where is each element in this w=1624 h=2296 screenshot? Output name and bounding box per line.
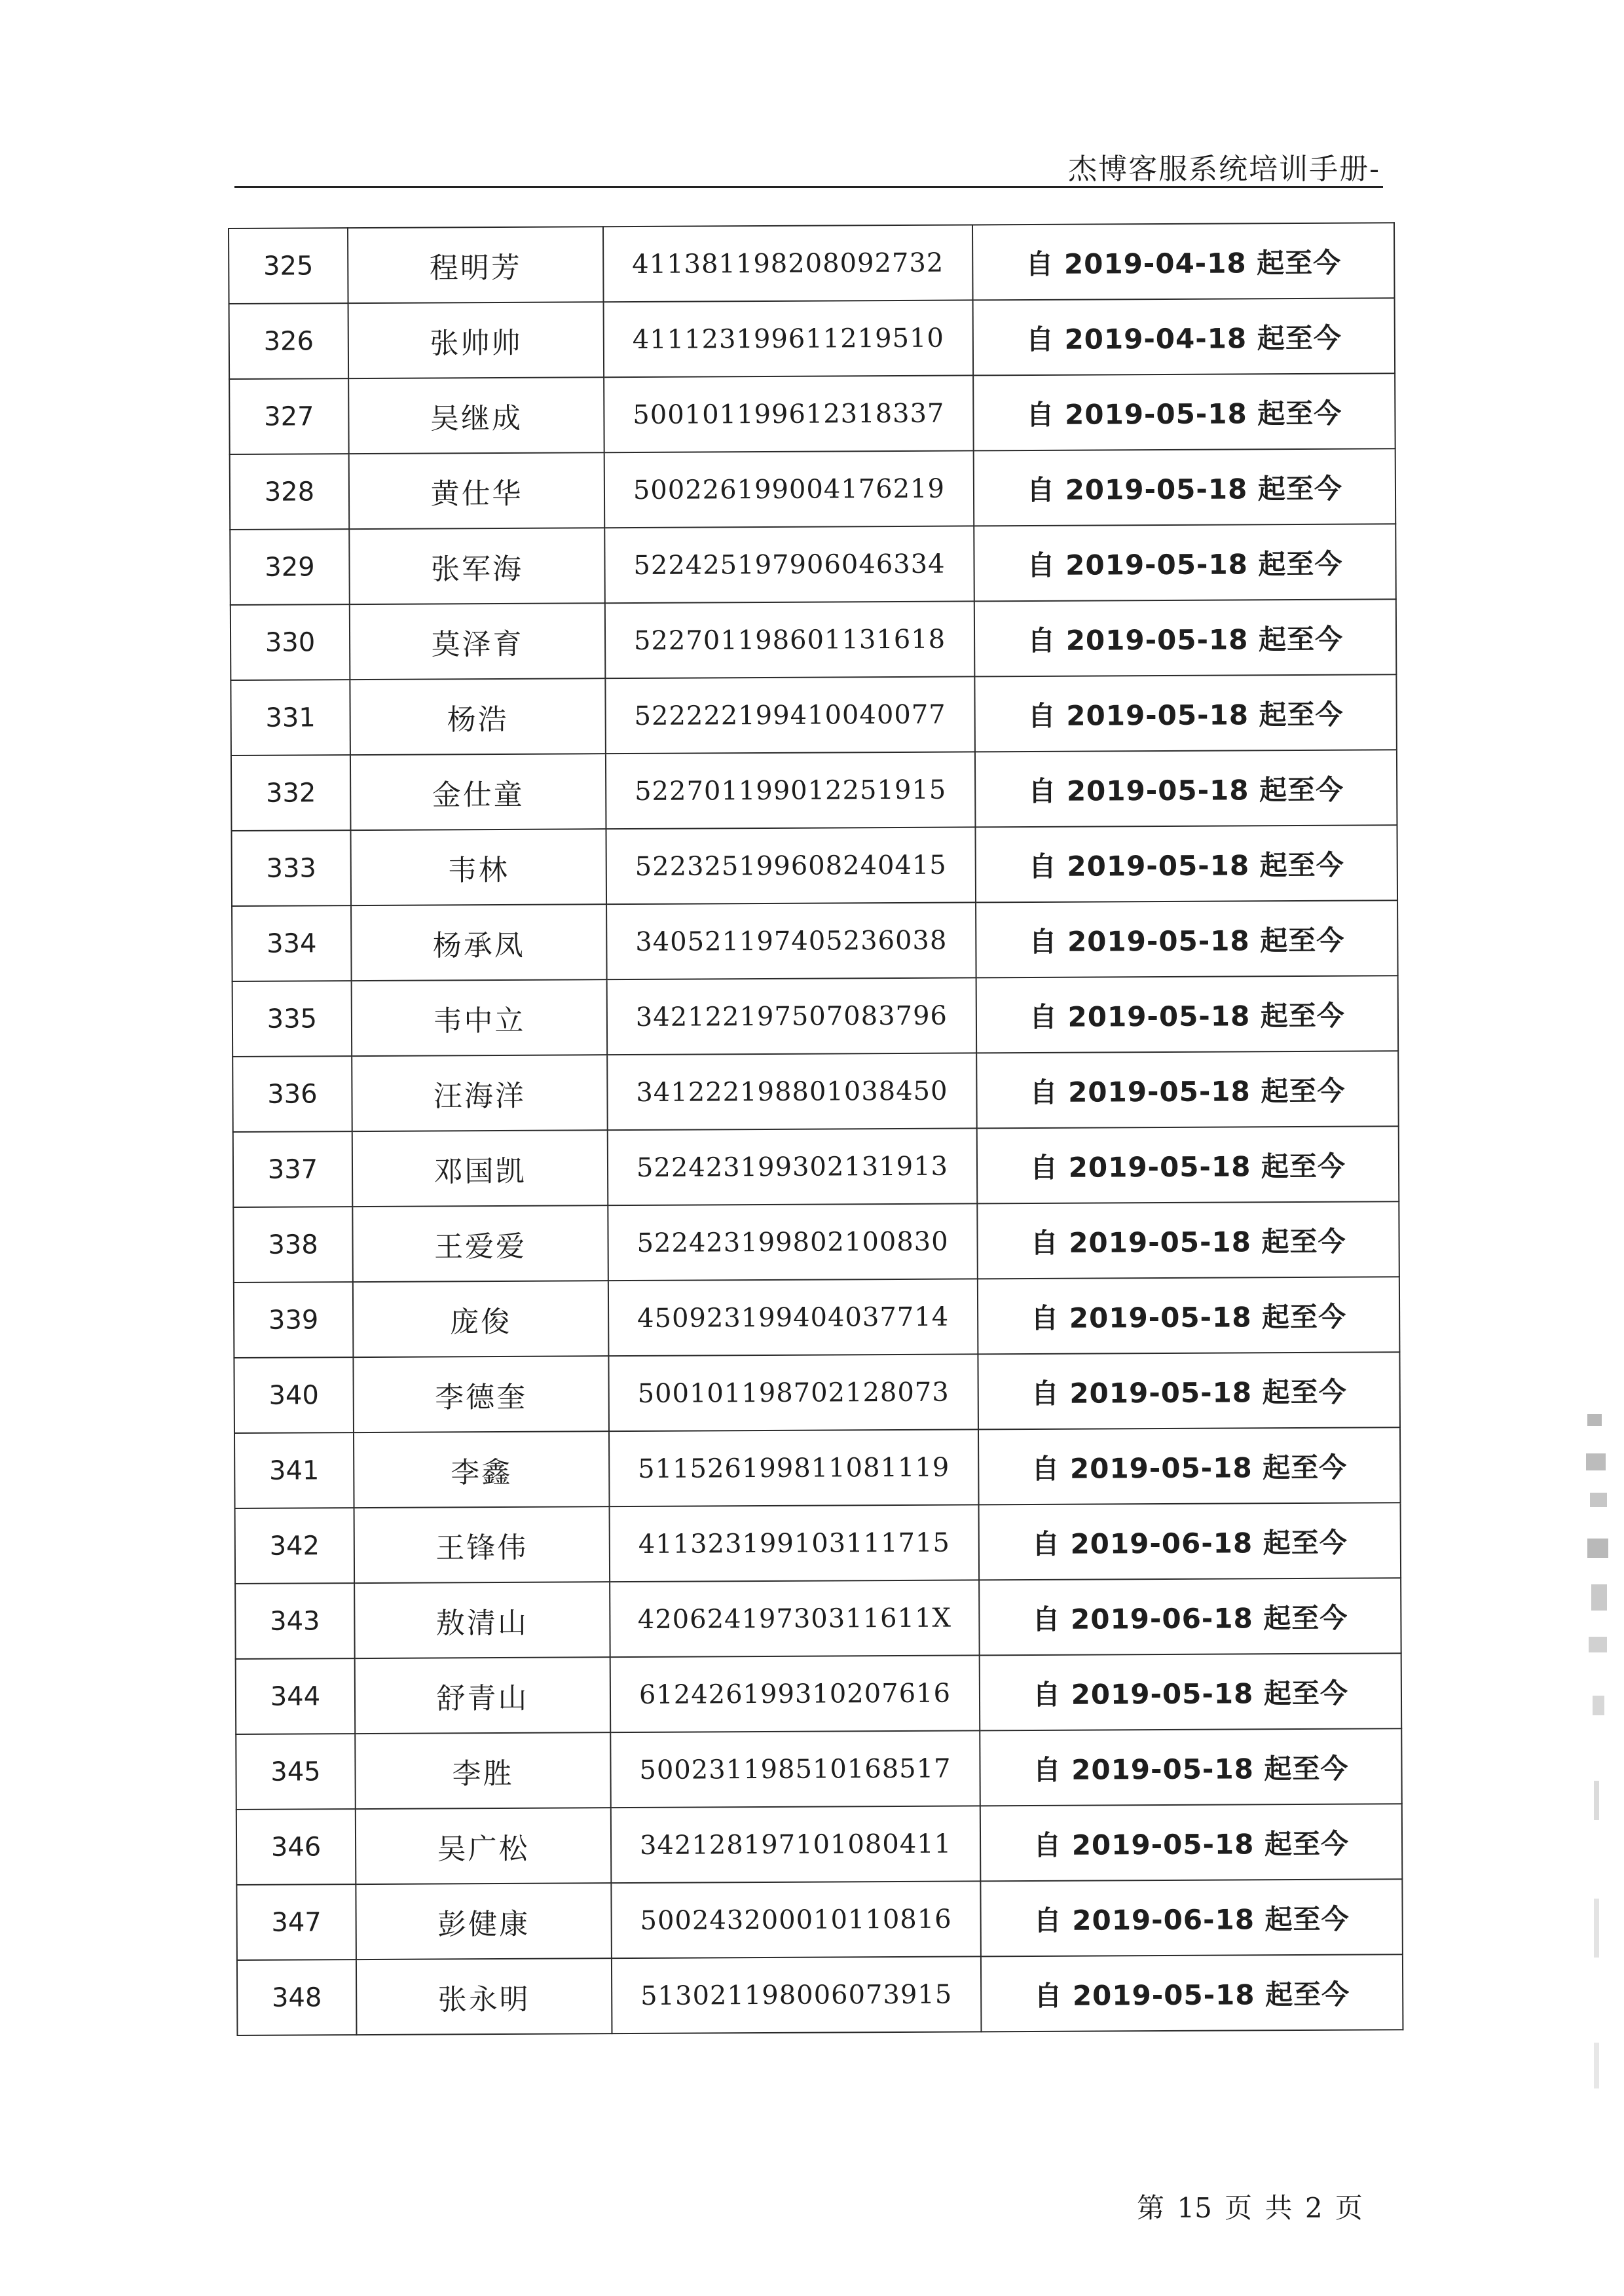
row-name: 庞俊 — [353, 1281, 609, 1357]
row-period: 自 2019-05-18 起至今 — [978, 1352, 1400, 1429]
row-name: 李鑫 — [354, 1431, 610, 1508]
row-period: 自 2019-05-18 起至今 — [980, 1804, 1403, 1881]
table-row — [236, 1728, 1402, 1810]
row-number: 340 — [234, 1357, 354, 1433]
table-body — [229, 223, 1403, 2035]
row-period: 自 2019-05-18 起至今 — [978, 1427, 1401, 1504]
table-row — [236, 1804, 1403, 1885]
row-period: 自 2019-05-18 起至今 — [977, 1126, 1399, 1203]
row-number: 326 — [229, 303, 349, 379]
row-period: 自 2019-05-18 起至今 — [974, 599, 1397, 676]
row-name: 金仕童 — [350, 754, 606, 830]
row-period: 自 2019-05-18 起至今 — [978, 1277, 1400, 1354]
row-period: 自 2019-05-18 起至今 — [980, 1653, 1402, 1730]
row-name: 张军海 — [349, 528, 605, 604]
row-name: 邓国凯 — [352, 1130, 608, 1207]
footer-page-number: 第 15 页 共 2 页 — [1137, 2192, 1363, 2224]
row-name: 王锋伟 — [354, 1506, 610, 1583]
row-name: 李德奎 — [353, 1356, 609, 1432]
table-row — [237, 1954, 1403, 2035]
row-name: 张永明 — [356, 1958, 612, 2035]
row-period: 自 2019-04-18 起至今 — [973, 298, 1395, 375]
table-row — [232, 825, 1398, 906]
row-id-number: 612426199310207616 — [610, 1655, 980, 1732]
row-period: 自 2019-04-18 起至今 — [972, 223, 1395, 300]
row-period: 自 2019-05-18 起至今 — [976, 975, 1399, 1053]
row-id-number: 340521197405236038 — [606, 902, 976, 979]
row-id-number: 411123199611219510 — [604, 300, 974, 377]
row-id-number: 522701198601131618 — [605, 601, 975, 678]
row-period: 自 2019-05-18 起至今 — [974, 524, 1396, 601]
row-id-number: 500226199004176219 — [604, 450, 974, 528]
row-id-number: 522701199012251915 — [606, 752, 976, 829]
row-id-number: 500101199612318337 — [604, 375, 974, 452]
row-number: 348 — [237, 1959, 357, 2035]
row-number: 331 — [231, 680, 350, 756]
row-id-number: 513021198006073915 — [612, 1956, 982, 2033]
row-period: 自 2019-05-18 起至今 — [975, 750, 1397, 827]
row-name: 吴广松 — [356, 1808, 612, 1884]
row-id-number: 450923199404037714 — [608, 1279, 978, 1356]
row-id-number: 522423199302131913 — [608, 1128, 978, 1205]
table-row — [229, 298, 1395, 379]
table-row — [235, 1503, 1401, 1584]
table-row — [231, 674, 1397, 756]
row-period: 自 2019-05-18 起至今 — [981, 1954, 1403, 2032]
row-id-number: 341222198801038450 — [607, 1053, 977, 1130]
row-period: 自 2019-05-18 起至今 — [980, 1728, 1402, 1806]
row-number: 339 — [234, 1282, 354, 1358]
row-name: 杨承凤 — [351, 904, 607, 981]
header-rule — [234, 186, 1383, 188]
row-number: 333 — [232, 830, 352, 906]
table-row — [232, 900, 1398, 981]
row-id-number: 522222199410040077 — [605, 676, 975, 754]
row-period: 自 2019-05-18 起至今 — [974, 448, 1396, 526]
header-title: 杰博客服系统培训手册- — [1068, 153, 1380, 186]
row-period: 自 2019-05-18 起至今 — [973, 373, 1395, 450]
table-row — [232, 975, 1399, 1057]
row-number: 338 — [233, 1207, 353, 1283]
row-period: 自 2019-05-18 起至今 — [974, 674, 1397, 752]
row-name: 李胜 — [355, 1732, 611, 1809]
row-period: 自 2019-05-18 起至今 — [975, 825, 1397, 902]
row-number: 332 — [231, 755, 351, 831]
row-number: 341 — [234, 1432, 354, 1508]
row-number: 344 — [236, 1658, 356, 1734]
row-number: 327 — [229, 378, 349, 454]
row-name: 韦林 — [350, 829, 606, 905]
row-id-number: 411381198208092732 — [603, 225, 973, 302]
row-period: 自 2019-06-18 起至今 — [980, 1879, 1403, 1956]
row-name: 程明芳 — [348, 227, 604, 303]
row-period: 自 2019-05-18 起至今 — [976, 1051, 1399, 1128]
table-row — [230, 448, 1396, 530]
row-number: 335 — [232, 981, 352, 1057]
scan-edge-marks — [1585, 1414, 1617, 2095]
row-id-number: 500243200010110816 — [611, 1881, 981, 1958]
table-row — [235, 1578, 1401, 1659]
row-name: 王爱爱 — [352, 1205, 608, 1282]
row-id-number: 342122197507083796 — [607, 977, 977, 1055]
table-row — [236, 1653, 1402, 1734]
table-row — [234, 1277, 1400, 1358]
row-number: 328 — [230, 454, 350, 530]
row-number: 347 — [236, 1884, 356, 1960]
row-name: 汪海洋 — [352, 1055, 608, 1131]
row-name: 杨浩 — [350, 678, 606, 755]
table-row — [231, 750, 1397, 831]
row-id-number: 511526199811081119 — [609, 1429, 979, 1506]
row-number: 343 — [235, 1583, 355, 1659]
row-number: 329 — [230, 529, 350, 605]
row-name: 舒青山 — [355, 1657, 611, 1734]
table-row — [233, 1201, 1399, 1283]
table-row — [232, 1051, 1399, 1132]
table-row — [230, 524, 1396, 605]
row-number: 325 — [229, 228, 348, 304]
row-id-number: 42062419730311611X — [610, 1580, 980, 1657]
row-name: 敖清山 — [354, 1582, 610, 1658]
row-name: 吴继成 — [348, 377, 604, 454]
row-number: 334 — [232, 905, 352, 981]
table-row — [231, 599, 1397, 680]
row-id-number: 411323199103111715 — [610, 1504, 980, 1582]
row-period: 自 2019-05-18 起至今 — [977, 1201, 1399, 1279]
row-id-number: 342128197101080411 — [611, 1806, 981, 1883]
table-row — [236, 1879, 1403, 1960]
row-number: 345 — [236, 1734, 356, 1810]
row-period: 自 2019-05-18 起至今 — [976, 900, 1398, 977]
row-period: 自 2019-06-18 起至今 — [979, 1503, 1401, 1580]
table-row — [234, 1352, 1400, 1433]
row-id-number: 522425197906046334 — [604, 526, 974, 603]
table-row — [229, 223, 1395, 304]
row-id-number: 522325199608240415 — [606, 827, 976, 904]
row-number: 337 — [233, 1131, 353, 1207]
row-number: 346 — [236, 1809, 356, 1885]
row-number: 336 — [232, 1056, 352, 1132]
table-row — [234, 1427, 1401, 1508]
row-name: 张帅帅 — [348, 302, 604, 378]
row-name: 黄仕华 — [349, 452, 605, 529]
row-number: 330 — [231, 604, 350, 680]
table-row — [233, 1126, 1399, 1207]
row-name: 彭健康 — [356, 1883, 612, 1959]
row-id-number: 500231198510168517 — [610, 1730, 980, 1808]
row-name: 莫泽育 — [350, 603, 606, 680]
row-id-number: 522423199802100830 — [608, 1203, 978, 1281]
row-period: 自 2019-06-18 起至今 — [979, 1578, 1401, 1655]
row-number: 342 — [235, 1508, 355, 1584]
row-id-number: 500101198702128073 — [608, 1354, 978, 1431]
table-row — [229, 373, 1395, 454]
row-name: 韦中立 — [352, 979, 608, 1056]
record-table — [228, 222, 1403, 2036]
